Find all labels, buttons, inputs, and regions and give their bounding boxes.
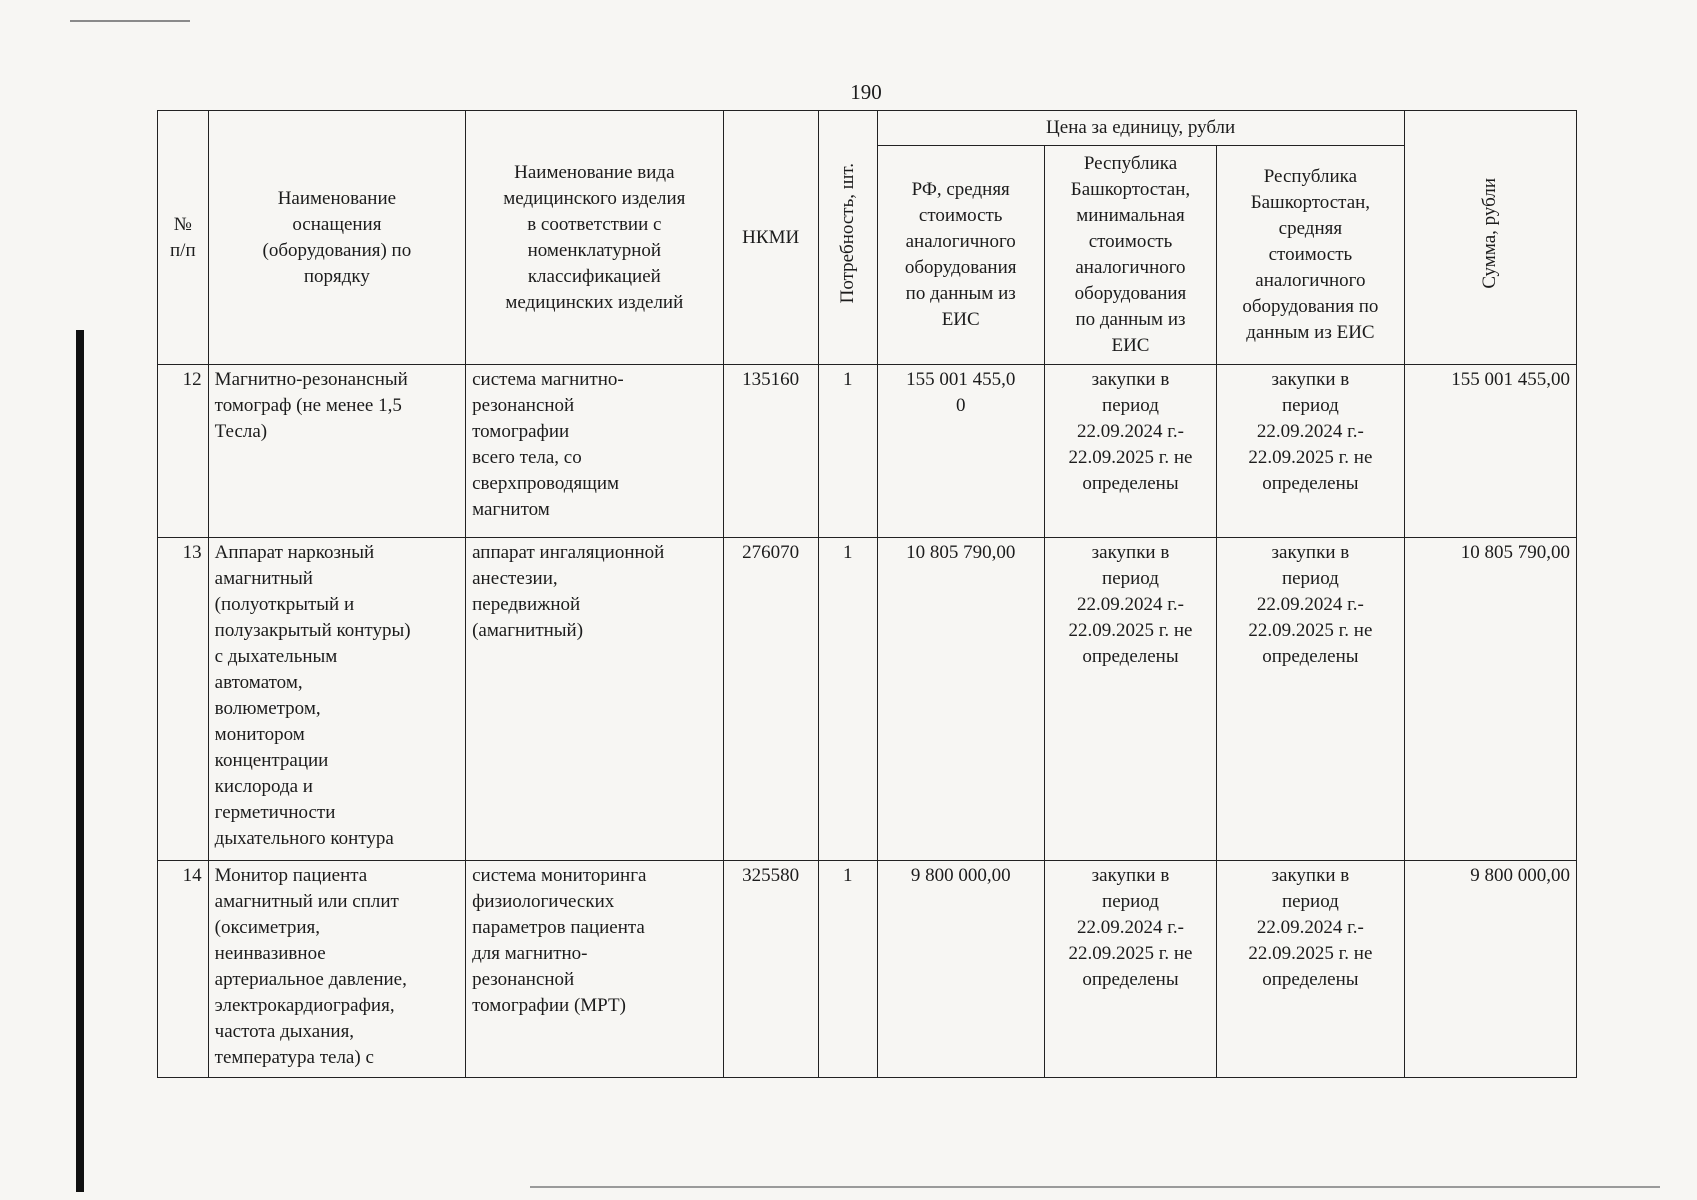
row-name: Аппарат наркозный амагнитный (полуоткрытый и полузакрытый контуры) с дыхательным автоматом, волюметром, монитором концентрации кислорода и герметичности дыхательного контура xyxy=(208,538,465,861)
header-num: № п/п xyxy=(158,111,209,365)
table-row xyxy=(158,538,1577,861)
header-sum-label: Сумма, рубли xyxy=(1479,178,1501,289)
scan-binding-bar xyxy=(76,330,84,1192)
row-rb-avg: закупки в период 22.09.2024 г.- 22.09.2025 г. не определены xyxy=(1217,538,1405,861)
table-row xyxy=(158,861,1577,1078)
header-sum xyxy=(1404,111,1576,365)
row-rb-min: закупки в период 22.09.2024 г.- 22.09.2025 г. не определены xyxy=(1044,861,1216,1078)
header-code: НКМИ xyxy=(723,111,818,365)
row-kind: система магнитно- резонансной томографии всего тела, со сверхпроводящим магнитом xyxy=(466,365,723,538)
scan-edge-bottom xyxy=(530,1186,1660,1188)
row-name: Монитор пациента амагнитный или сплит (оксиметрия, неинвазивное артериальное давление, электрокардиография, частота дыхания, температура тела) с xyxy=(208,861,465,1078)
row-kind: аппарат ингаляционной анестезии, передвижной (амагнитный) xyxy=(466,538,723,861)
row-name: Магнитно-резонансный томограф (не менее 1,5 Тесла) xyxy=(208,365,465,538)
row-rb-min: закупки в период 22.09.2024 г.- 22.09.2025 г. не определены xyxy=(1044,365,1216,538)
header-kind: Наименование вида медицинского изделия в соответствии с номенклатурной классификацией медицинских изделий xyxy=(466,111,723,365)
row-rf-price: 9 800 000,00 xyxy=(877,861,1044,1078)
row-sum: 9 800 000,00 xyxy=(1404,861,1576,1078)
row-code: 135160 xyxy=(723,365,818,538)
table-row xyxy=(158,365,1577,538)
row-qty: 1 xyxy=(818,861,877,1078)
header-rb-avg: Республика Башкортостан, средняя стоимость аналогичного оборудования по данным из ЕИС xyxy=(1217,146,1405,365)
row-sum: 10 805 790,00 xyxy=(1404,538,1576,861)
header-qty-label: Потребность, шт. xyxy=(836,163,858,304)
row-qty: 1 xyxy=(818,538,877,861)
row-rb-avg: закупки в период 22.09.2024 г.- 22.09.2025 г. не определены xyxy=(1217,861,1405,1078)
row-rf-price: 10 805 790,00 xyxy=(877,538,1044,861)
header-rf: РФ, средняя стоимость аналогичного оборудования по данным из ЕИС xyxy=(877,146,1044,365)
row-num: 14 xyxy=(158,861,209,1078)
header-price-group: Цена за единицу, рубли xyxy=(877,111,1404,146)
row-num: 12 xyxy=(158,365,209,538)
row-sum: 155 001 455,00 xyxy=(1404,365,1576,538)
scan-edge-top xyxy=(70,20,190,22)
page-number: 190 xyxy=(850,80,882,104)
header-name: Наименование оснащения (оборудования) по порядку xyxy=(208,111,465,365)
row-rf-price: 155 001 455,0 0 xyxy=(877,365,1044,538)
header-rb-min: Республика Башкортостан, минимальная стоимость аналогичного оборудования по данным из ЕИС xyxy=(1044,146,1216,365)
equipment-table xyxy=(157,110,1577,1078)
row-num: 13 xyxy=(158,538,209,861)
row-code: 276070 xyxy=(723,538,818,861)
row-rb-avg: закупки в период 22.09.2024 г.- 22.09.2025 г. не определены xyxy=(1217,365,1405,538)
row-code: 325580 xyxy=(723,861,818,1078)
row-kind: система мониторинга физиологических параметров пациента для магнитно- резонансной томографии (МРТ) xyxy=(466,861,723,1078)
row-qty: 1 xyxy=(818,365,877,538)
row-rb-min: закупки в период 22.09.2024 г.- 22.09.2025 г. не определены xyxy=(1044,538,1216,861)
header-qty xyxy=(818,111,877,365)
